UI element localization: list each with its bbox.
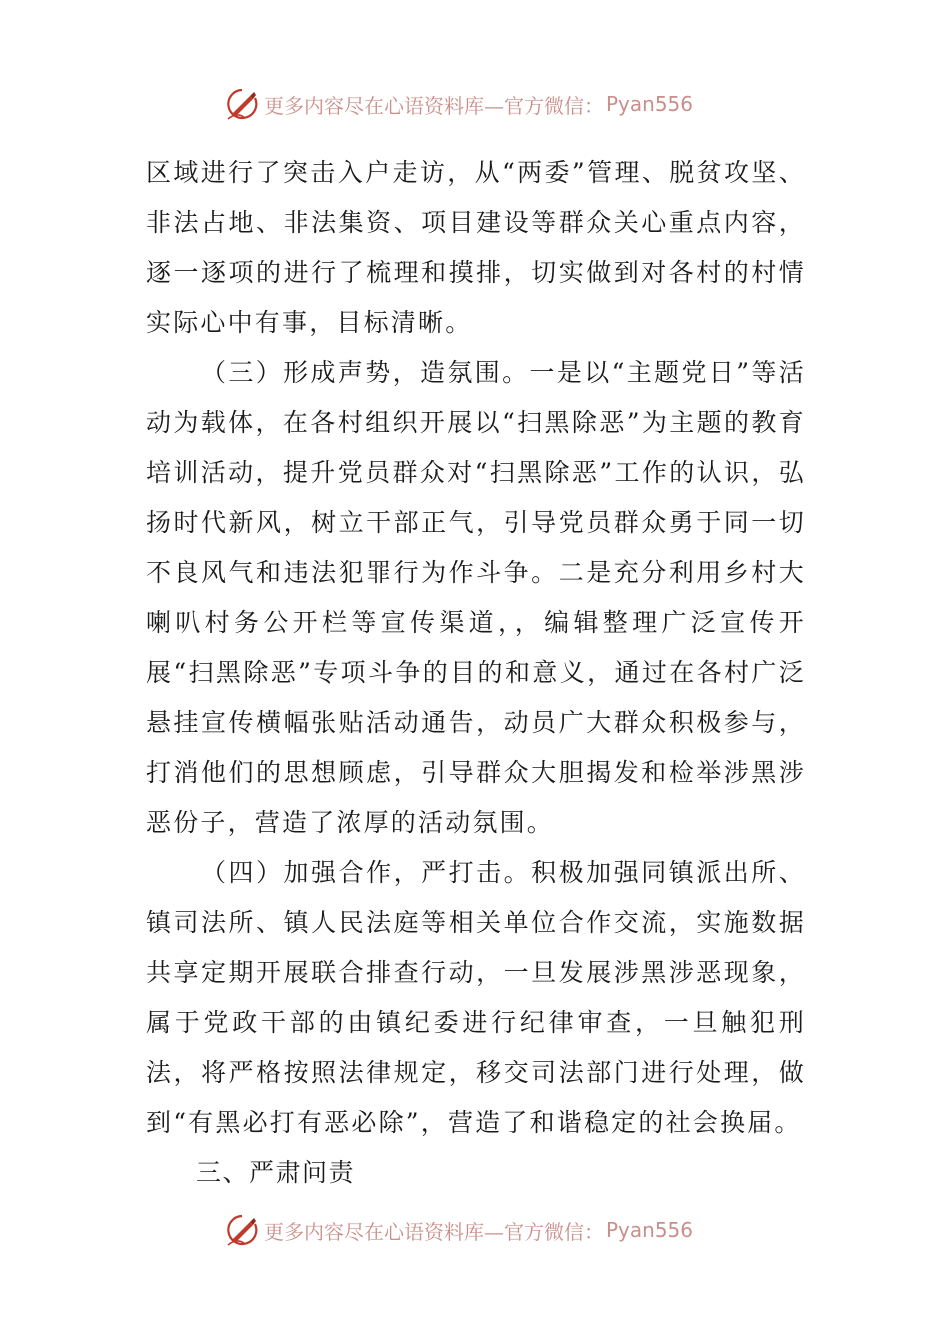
watermark-footer — [224, 1210, 693, 1250]
watermark-wechat-id: Pyan556 — [606, 1218, 694, 1242]
paragraph-section-3: （三）形成声势，造氛围。一是以“主题党日”等活动为载体，在各村组织开展以“扫黑除恶”为主题的教育培训活动，提升党员群众对“扫黑除恶”工作的认识，弘扬时代新风，树立干部正气，引导党员群众勇于同一切不良风气和违法犯罪行为作斗争。二是充分利用乡村大喇叭村务公开栏等宣传渠道，，编辑整理广泛宣传开展“扫黑除恶”专项斗争的目的和意义，通过在各村广泛悬挂宣传横幅张贴活动通告，动员广大群众积极参与，打消他们的思想顾虑，引导群众大胆揭发和检举涉黑涉恶份子，营造了浓厚的活动氛围。 — [146, 358, 806, 837]
watermark-text: 更多内容尽在心语资料库—官方微信： — [264, 93, 604, 118]
pen-circle-icon — [224, 86, 260, 122]
paragraph-continuation: 区域进行了突击入户走访，从“两委”管理、脱贫攻坚、非法占地、非法集资、项目建设等群众关心重点内容，逐一逐项的进行了梳理和摸排，切实做到对各村的村情实际心中有事，目标清晰。 — [146, 158, 806, 337]
section-heading: 三、严肃问责 — [196, 1158, 356, 1187]
watermark-wechat-id: Pyan556 — [606, 92, 694, 116]
document-body — [146, 148, 806, 1198]
watermark-header — [224, 84, 693, 124]
pen-circle-icon — [224, 1212, 260, 1248]
watermark-text: 更多内容尽在心语资料库—官方微信： — [264, 1219, 604, 1244]
paragraph-section-4: （四）加强合作，严打击。积极加强同镇派出所、镇司法所、镇人民法庭等相关单位合作交流，实施数据共享定期开展联合排查行动，一旦发展涉黑涉恶现象，属于党政干部的由镇纪委进行纪律审查，一旦触犯刑法，将严格按照法律规定，移交司法部门进行处理，做到“有黑必打有恶必除”，营造了和谐稳定的社会换届。 — [146, 858, 806, 1137]
